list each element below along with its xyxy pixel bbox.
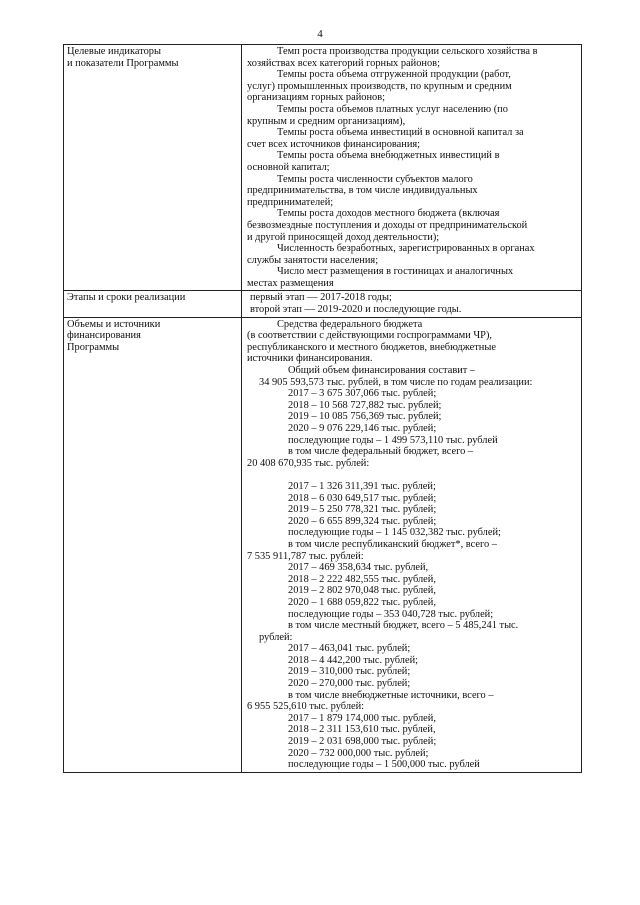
financing-row: [64, 317, 582, 772]
row-content-cell: [242, 317, 582, 772]
content-line: второй этап — 2019-2020 и последующие годы.: [250, 304, 462, 316]
content-line: 2019 – 2 802 970,048 тыс. рублей,: [288, 585, 436, 597]
table-body: [64, 45, 582, 773]
content-line: Темпы роста объема инвестиций в основной капитал за: [277, 127, 524, 139]
content-line: Число мест размещения в гостиницах и аналогичных: [277, 266, 514, 278]
content-line: в том числе внебюджетные источники, всего –: [288, 689, 494, 701]
content-line: Темп роста производства продукции сельского хозяйства в: [277, 46, 538, 57]
row-label-line: и показатели Программы: [67, 57, 179, 69]
content-line: 2019 – 5 250 778,321 тыс. рублей;: [288, 504, 437, 516]
program-passport-table: [63, 44, 582, 773]
content-line: 2020 – 1 688 059,822 тыс. рублей,: [288, 596, 436, 608]
content-line: 2020 – 270,000 тыс. рублей;: [288, 678, 411, 690]
row-label-line: Этапы и сроки реализации: [67, 292, 186, 304]
content-line: (в соответствии с действующими госпрограммами ЧР),: [247, 330, 493, 342]
content-line: крупным и средним организациям),: [247, 115, 406, 127]
row-label-cell: [64, 317, 242, 772]
content-line: Темпы роста доходов местного бюджета (включая: [277, 208, 500, 220]
blank-line: [247, 469, 577, 481]
row-label-line: финансирования: [67, 330, 141, 342]
content-line: последующие годы – 353 040,728 тыс. рублей;: [288, 608, 494, 620]
page-number: 4: [317, 28, 323, 40]
content-line: последующие годы – 1 499 573,110 тыс. рублей: [288, 434, 498, 446]
content-line: услуг) промышленных производств, по крупным и средним: [247, 80, 512, 92]
content-line: 34 905 593,573 тыс. рублей, в том числе по годам реализации:: [259, 376, 533, 388]
content-line: счет всех источников финансирования;: [247, 138, 421, 150]
content-line: 2020 – 9 076 229,146 тыс. рублей;: [288, 423, 437, 434]
content-line: в том числе местный бюджет, всего – 5 485,241 тыс.: [288, 620, 519, 632]
content-line: Темпы роста объема внебюджетных инвестиций в: [277, 150, 500, 162]
row-content-cell: [242, 45, 582, 291]
content-line: основной капитал;: [247, 161, 330, 173]
content-line: 6 955 525,610 тыс. рублей:: [247, 701, 365, 713]
content-line: Общий объем финансирования составит –: [288, 365, 476, 377]
content-line: 2018 – 6 030 649,517 тыс. рублей;: [288, 492, 437, 504]
content-line: 2018 – 10 568 727,882 тыс. рублей;: [288, 399, 442, 411]
content-line: 20 408 670,935 тыс. рублей:: [247, 457, 370, 469]
content-line: 7 535 911,787 тыс. рублей:: [247, 550, 364, 562]
content-line: местах размещения: [247, 277, 334, 289]
stages-row: [64, 291, 582, 317]
content-line: последующие годы – 1 500,000 тыс. рублей: [288, 759, 480, 771]
content-line: предпринимателей;: [247, 196, 334, 208]
content-line: и другой приносящей доход деятельности);: [247, 231, 440, 243]
content-line: рублей:: [259, 631, 293, 643]
content-line: 2018 – 4 442,200 тыс. рублей;: [288, 654, 419, 666]
row-label-cell: [64, 45, 242, 291]
content-line: 2019 – 310,000 тыс. рублей;: [288, 666, 411, 678]
content-line: республиканского и местного бюджетов, внебюджетные: [247, 341, 496, 353]
content-line: 2017 – 1 326 311,391 тыс. рублей;: [288, 480, 436, 492]
content-line: первый этап — 2017-2018 годы;: [250, 292, 392, 304]
content-line: 2017 – 469 358,634 тыс. рублей,: [288, 562, 429, 574]
content-line: 2018 – 2 222 482,555 тыс. рублей,: [288, 573, 436, 585]
row-label-line: Объемы и источники: [67, 318, 161, 330]
target-indicators-row: [64, 45, 582, 291]
content-line: 2017 – 1 879 174,000 тыс. рублей,: [288, 712, 436, 724]
content-line: Численность безработных, зарегистрированных в органах: [277, 243, 535, 255]
content-line: 2019 – 10 085 756,369 тыс. рублей;: [288, 411, 442, 423]
row-label-cell: [64, 291, 242, 317]
content-line: организациям горных районов;: [247, 92, 386, 104]
content-line: службы занятости населения;: [247, 254, 379, 266]
row-label-line: Программы: [67, 341, 120, 353]
content-line: Темпы роста объемов платных услуг населению (по: [277, 103, 508, 115]
content-line: Темпы роста объема отгруженной продукции (работ,: [277, 69, 511, 81]
content-line: последующие годы – 1 145 032,382 тыс. рублей;: [288, 527, 501, 539]
content-line: хозяйствах всех категорий горных районов;: [247, 57, 440, 69]
content-line: 2017 – 463,041 тыс. рублей;: [288, 643, 411, 655]
content-line: Средства федерального бюджета: [277, 318, 423, 330]
content-line: в том числе федеральный бюджет, всего –: [288, 446, 474, 458]
content-line: 2018 – 2 311 153,610 тыс. рублей,: [288, 724, 436, 736]
content-line: 2019 – 2 031 698,000 тыс. рублей;: [288, 736, 437, 748]
content-line: 2017 – 3 675 307,066 тыс. рублей;: [288, 388, 437, 400]
content-line: 2020 – 732 000,000 тыс. рублей;: [288, 747, 429, 759]
content-line: Темпы роста численности субъектов малого: [277, 173, 473, 185]
content-line: источники финансирования.: [247, 353, 373, 365]
row-content-cell: [242, 291, 582, 317]
content-line: 2020 – 6 655 899,324 тыс. рублей;: [288, 515, 437, 527]
row-label-line: Целевые индикаторы: [67, 46, 161, 57]
content-line: безвозмездные поступления и доходы от предпринимательской: [247, 219, 528, 231]
content-line: предпринимательства, в том числе индивидуальных: [247, 185, 478, 197]
content-line: в том числе республиканский бюджет*, всего –: [288, 538, 497, 550]
